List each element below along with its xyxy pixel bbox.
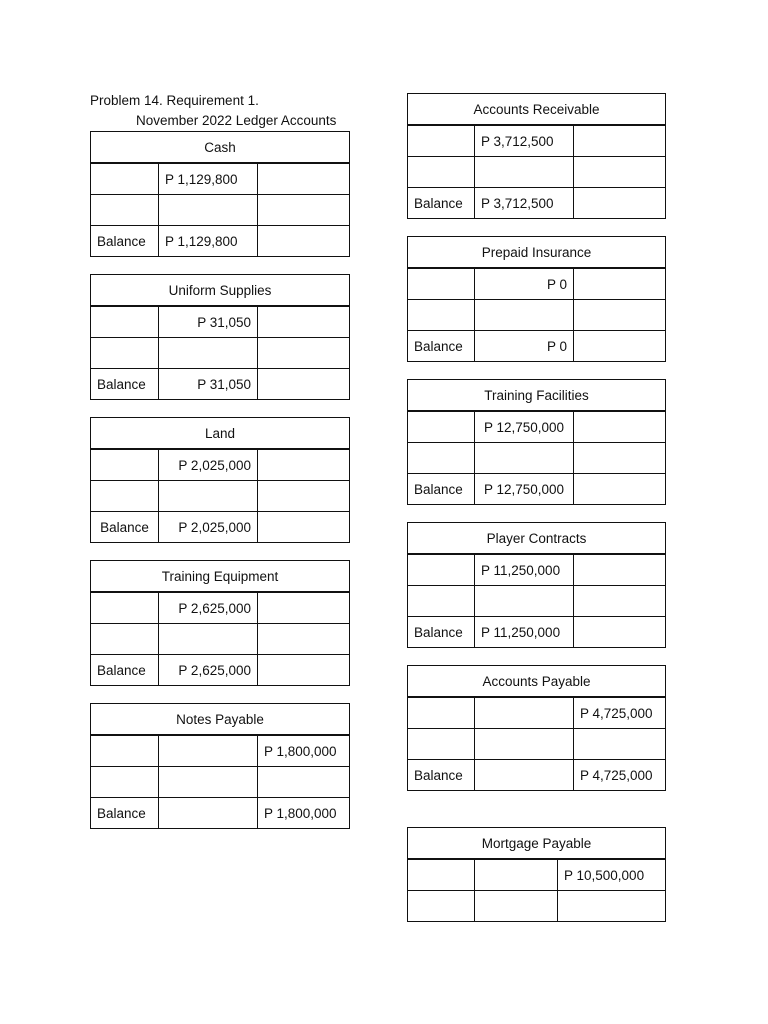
ledger-subheading: November 2022 Ledger Accounts — [136, 113, 337, 128]
debit-cell — [475, 859, 558, 891]
balance-label: Balance — [408, 474, 475, 505]
debit-cell: P 2,025,000 — [159, 449, 258, 481]
label-cell — [91, 306, 159, 338]
balance-credit — [574, 331, 666, 362]
balance-credit — [258, 369, 350, 400]
credit-cell: P 1,800,000 — [258, 735, 350, 767]
label-cell — [408, 586, 475, 617]
debit-cell — [159, 735, 258, 767]
credit-cell — [574, 729, 666, 760]
credit-cell — [574, 554, 666, 586]
debit-cell: P 12,750,000 — [475, 411, 574, 443]
balance-label: Balance — [91, 512, 159, 543]
label-cell — [91, 592, 159, 624]
balance-debit: P 0 — [475, 331, 574, 362]
credit-cell: P 10,500,000 — [558, 859, 666, 891]
debit-cell — [159, 624, 258, 655]
label-cell — [408, 729, 475, 760]
credit-cell — [258, 195, 350, 226]
label-cell — [408, 125, 475, 157]
balance-debit: P 12,750,000 — [475, 474, 574, 505]
balance-credit — [574, 188, 666, 219]
debit-cell: P 31,050 — [159, 306, 258, 338]
credit-cell — [258, 163, 350, 195]
credit-cell — [258, 767, 350, 798]
account-title: Accounts Receivable — [408, 94, 666, 126]
ledger-prepaid-insurance — [407, 236, 666, 362]
label-cell — [91, 624, 159, 655]
credit-cell — [258, 592, 350, 624]
label-cell — [408, 859, 475, 891]
label-cell — [91, 449, 159, 481]
balance-credit — [258, 512, 350, 543]
balance-label: Balance — [408, 617, 475, 648]
ledger-uniform-supplies — [90, 274, 350, 400]
label-cell — [408, 411, 475, 443]
account-title: Prepaid Insurance — [408, 237, 666, 269]
debit-cell: P 3,712,500 — [475, 125, 574, 157]
account-title: Player Contracts — [408, 523, 666, 555]
debit-cell — [475, 697, 574, 729]
label-cell — [91, 481, 159, 512]
debit-cell — [475, 586, 574, 617]
balance-label: Balance — [91, 369, 159, 400]
balance-label: Balance — [91, 655, 159, 686]
problem-heading: Problem 14. Requirement 1. — [90, 93, 259, 108]
balance-credit — [258, 226, 350, 257]
balance-debit: P 11,250,000 — [475, 617, 574, 648]
ledger-accounts-payable — [407, 665, 666, 791]
debit-cell — [159, 767, 258, 798]
credit-cell — [258, 624, 350, 655]
ledger-mortgage-payable — [407, 827, 666, 922]
credit-cell — [574, 411, 666, 443]
balance-label: Balance — [408, 331, 475, 362]
ledger-player-contracts — [407, 522, 666, 648]
account-title: Land — [91, 418, 350, 450]
balance-debit: P 2,625,000 — [159, 655, 258, 686]
debit-cell: P 0 — [475, 268, 574, 300]
label-cell — [408, 697, 475, 729]
label-cell — [91, 767, 159, 798]
credit-cell — [574, 443, 666, 474]
account-title: Training Facilities — [408, 380, 666, 412]
account-title: Mortgage Payable — [408, 828, 666, 860]
balance-debit: P 31,050 — [159, 369, 258, 400]
label-cell — [408, 300, 475, 331]
account-title: Accounts Payable — [408, 666, 666, 698]
debit-cell: P 1,129,800 — [159, 163, 258, 195]
balance-debit — [475, 760, 574, 791]
balance-label: Balance — [91, 798, 159, 829]
credit-cell — [258, 481, 350, 512]
credit-cell — [258, 306, 350, 338]
balance-debit: P 3,712,500 — [475, 188, 574, 219]
credit-cell — [574, 125, 666, 157]
balance-credit: P 4,725,000 — [574, 760, 666, 791]
debit-cell — [475, 157, 574, 188]
ledger-land — [90, 417, 350, 543]
label-cell — [408, 443, 475, 474]
balance-credit — [258, 655, 350, 686]
balance-label: Balance — [408, 188, 475, 219]
debit-cell — [475, 891, 558, 922]
debit-cell — [159, 338, 258, 369]
label-cell — [91, 735, 159, 767]
debit-cell — [475, 443, 574, 474]
balance-label: Balance — [408, 760, 475, 791]
ledger-notes-payable — [90, 703, 350, 829]
balance-debit — [159, 798, 258, 829]
balance-debit: P 1,129,800 — [159, 226, 258, 257]
label-cell — [408, 268, 475, 300]
credit-cell — [258, 449, 350, 481]
debit-cell: P 11,250,000 — [475, 554, 574, 586]
label-cell — [408, 157, 475, 188]
balance-credit: P 1,800,000 — [258, 798, 350, 829]
debit-cell — [159, 195, 258, 226]
credit-cell — [558, 891, 666, 922]
debit-cell — [475, 729, 574, 760]
label-cell — [91, 163, 159, 195]
debit-cell: P 2,625,000 — [159, 592, 258, 624]
ledger-training-facilities — [407, 379, 666, 505]
balance-debit: P 2,025,000 — [159, 512, 258, 543]
account-title: Training Equipment — [91, 561, 350, 593]
label-cell — [91, 195, 159, 226]
credit-cell — [574, 586, 666, 617]
debit-cell — [475, 300, 574, 331]
account-title: Notes Payable — [91, 704, 350, 736]
debit-cell — [159, 481, 258, 512]
ledger-training-equipment — [90, 560, 350, 686]
credit-cell — [574, 157, 666, 188]
credit-cell — [574, 300, 666, 331]
label-cell — [91, 338, 159, 369]
credit-cell: P 4,725,000 — [574, 697, 666, 729]
account-title: Cash — [91, 132, 350, 164]
ledger-cash — [90, 131, 350, 257]
balance-credit — [574, 617, 666, 648]
balance-credit — [574, 474, 666, 505]
credit-cell — [574, 268, 666, 300]
label-cell — [408, 891, 475, 922]
account-title: Uniform Supplies — [91, 275, 350, 307]
label-cell — [408, 554, 475, 586]
balance-label: Balance — [91, 226, 159, 257]
ledger-accounts-receivable — [407, 93, 666, 219]
credit-cell — [258, 338, 350, 369]
